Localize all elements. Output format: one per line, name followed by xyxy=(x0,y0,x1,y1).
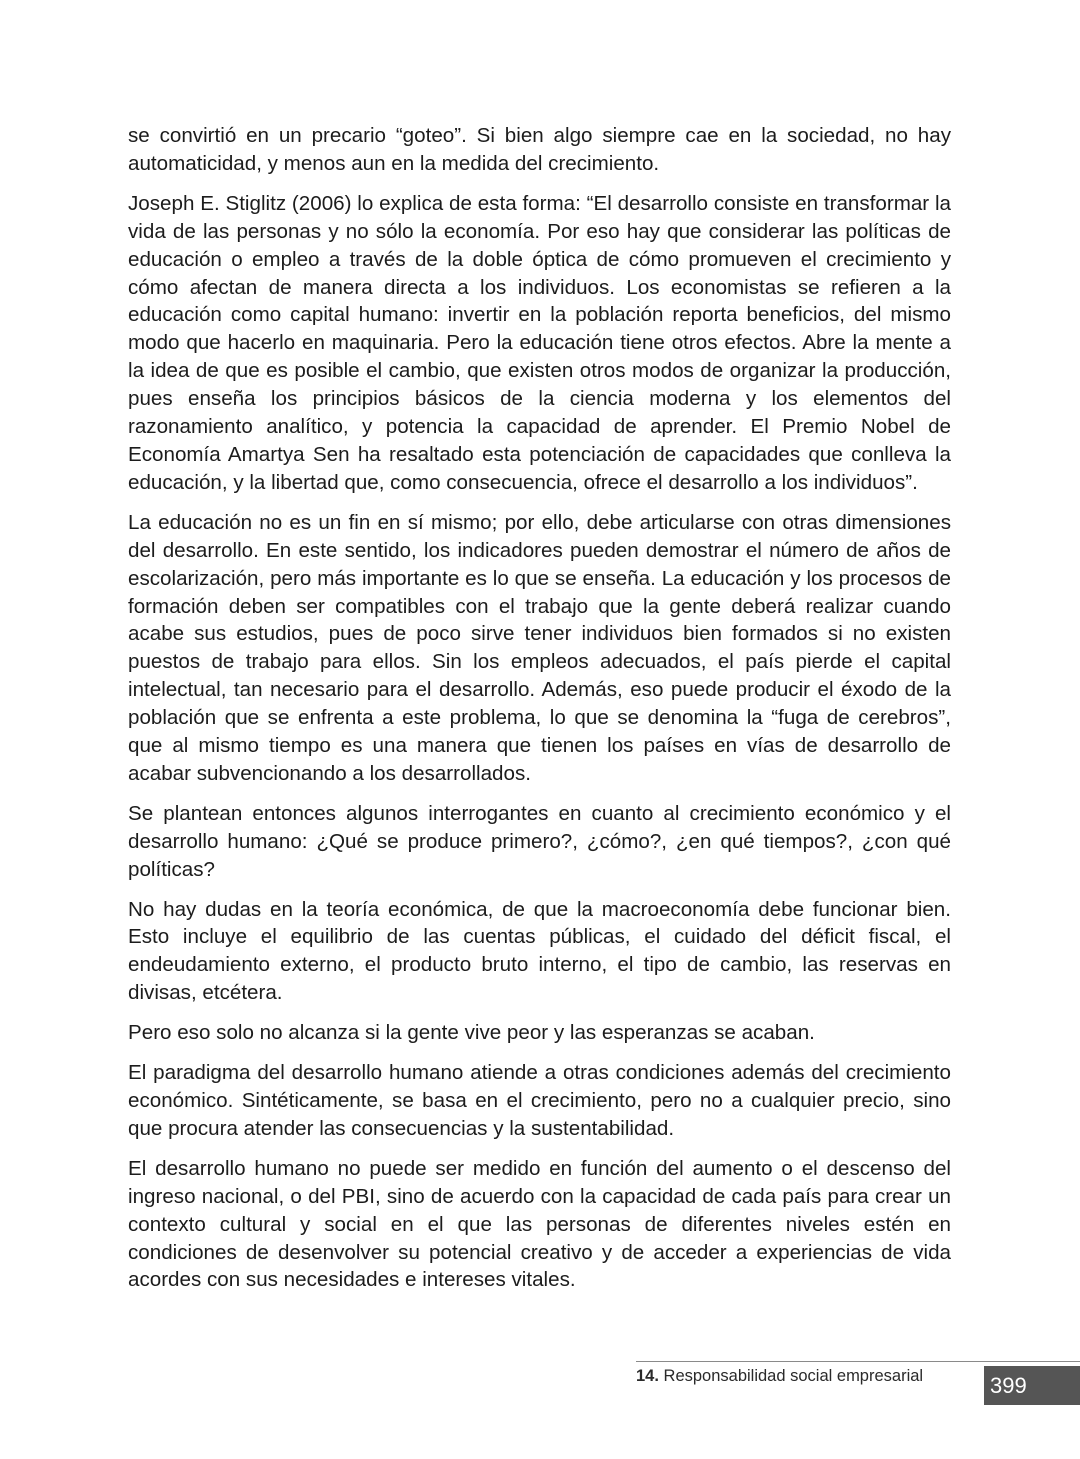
chapter-number: 14. xyxy=(636,1367,659,1385)
paragraph-human-development: El desarrollo humano no puede ser medido en función del aumento o el descenso del ingreso nacional, o del PBI, sino de acuerdo con la capacidad de cada país para crear un contexto cultural y social en el que las personas de diferentes niveles estén en condiciones de desenvolver su potencial creativo y de acceder a experiencias de vida acordes con sus necesidades e intereses vitales. xyxy=(128,1156,951,1292)
paragraph-questions: Se plantean entonces algunos interrogantes en cuanto al crecimiento económico y el desarrollo humano: ¿Qué se produce primero?, ¿cómo?, ¿en qué tiempos?, ¿con qué políticas? xyxy=(128,801,951,881)
paragraph-paradigm: El paradigma del desarrollo humano atiende a otras condiciones además del crecimiento económico. Sintéticamente, se basa en el crecimiento, pero no a cualquier precio, sino que procura atender las consecuencias y la sustentabilidad. xyxy=(128,1061,951,1140)
page-number: 399 xyxy=(990,1373,1027,1398)
footer-chapter xyxy=(636,1366,923,1386)
paragraph-goteo: se convirtió en un precario “goteo”. Si bien algo siempre cae en la sociedad, no hay automaticidad, y menos aun en la medida del crecimiento. xyxy=(128,124,951,175)
paragraph-not-enough: Pero eso solo no alcanza si la gente vive peor y las esperanzas se acaban. xyxy=(128,1021,815,1045)
paragraph-stiglitz-quote: Joseph E. Stiglitz (2006) lo explica de esta forma: “El desarrollo consiste en transformar la vida de las personas y no sólo la economía. Por eso hay que considerar las políticas de educación o empleo a través de la doble óptica de cómo promueven el crecimiento y cómo afectan de manera directa a los individuos. Los economistas se refieren a la educación como capital humano: invertir en la población reporta beneficios, del mismo modo que hacerlo en maquinaria. Pero la educación tiene otros efectos. Abre la mente a la idea de que es posible el cambio, que existen otros modos de organizar la producción, pues enseña los principios básicos de la ciencia moderna y los elementos del razonamiento analítico, y potencia la capacidad de aprender. El Premio Nobel de Economía Amartya Sen ha resaltado esta potenciación de capacidades que conlleva la educación, y la libertad que, como consecuencia, ofrece el desarrollo a los individuos”. xyxy=(128,191,951,494)
footer-rule xyxy=(636,1361,1080,1362)
page-number-box xyxy=(984,1366,1080,1405)
page-body xyxy=(128,122,951,1294)
paragraph-macroeconomy: No hay dudas en la teoría económica, de que la macroeconomía debe funcionar bien. Esto incluye el equilibrio de las cuentas públicas, el cuidado del déficit fiscal, el endeudamiento externo, el producto bruto interno, el tipo de cambio, las reservas en divisas, etcétera. xyxy=(128,897,951,1005)
paragraph-education: La educación no es un fin en sí mismo; por ello, debe articularse con otras dimensiones del desarrollo. En este sentido, los indicadores pueden demostrar el número de años de escolarización, pero más importante es lo que se enseña. La educación y los procesos de formación deben ser compatibles con el trabajo que la gente deberá realizar cuando acabe sus estudios, pues de poco sirve tener individuos bien formados si no existen puestos de trabajo para ellos. Sin los empleos adecuados, el país pierde el capital intelectual, tan necesario para el desarrollo. Además, eso puede producir el éxodo de la población que se enfrenta a este problema, lo que se denomina la “fuga de cerebros”, que al mismo tiempo es una manera que tienen los países en vías de desarrollo de acabar subvencionando a los desarrollados. xyxy=(128,510,951,785)
chapter-title: Responsabilidad social empresarial xyxy=(663,1367,924,1385)
